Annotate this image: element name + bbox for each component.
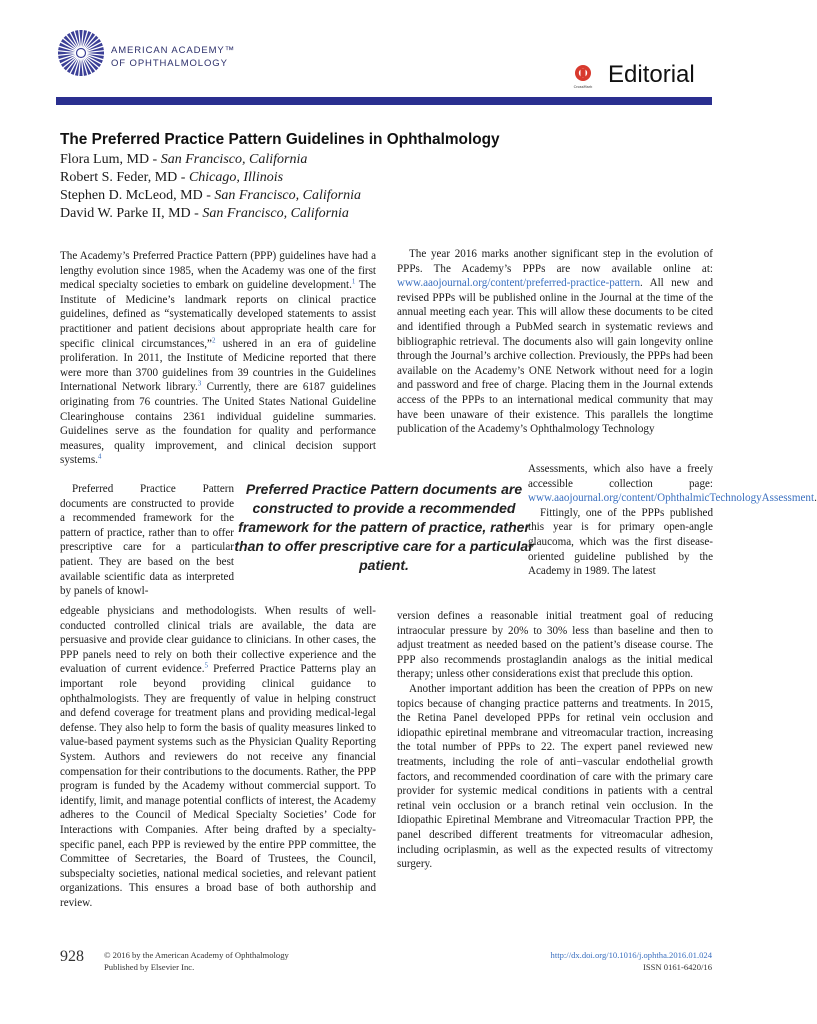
author-name: Flora Lum, MD - (60, 152, 161, 167)
body-paragraph-4 (397, 609, 713, 872)
author-1 (60, 151, 307, 169)
logo-petal (87, 51, 104, 54)
body-paragraph-3 (397, 247, 713, 437)
author-2 (60, 169, 283, 187)
body-text: Currently, there are 6187 guidelines originating from 76 countries. The United States National Guideline Clearinghouse contains 2361 individual guideline summaries. Guidelines serve as the foundation for quality and performance measures, quality improvement, and clinical decision support systems. (60, 381, 376, 467)
logo-petal (79, 30, 82, 47)
author-location: Chicago, Illinois (188, 170, 284, 185)
footer-copyright (104, 949, 289, 973)
footer-doi (512, 949, 712, 973)
author-location: San Francisco, California (202, 206, 349, 221)
ppp-link[interactable]: www.aaojournal.org/content/preferred-practice-pattern (397, 277, 641, 290)
author-name: David W. Parke II, MD - (60, 206, 203, 221)
copyright-text: © 2016 by the American Academy of Ophthalmology (104, 950, 289, 960)
body-text: . All new and revised PPPs will be published online in the Journal at the time of the annual meeting each year. This will allow these documents to be cited and identified through a PubMed search in systematic reviews and bibliographic retrieval. The documents also will gain longevity online through the Journal’s archive collection. Previously, the PPPs had been available on the Academy’s ONE Network without need for a login and password and free of charge. Placing them in the Journal extends access of the PPPs to an international medical community that may have been unaware of their existence. This parallels the longtime publication of the Academy’s Ophthalmology Technology (397, 277, 713, 436)
org-name-line2: OF OPHTHALMOLOGY (111, 58, 228, 69)
author-name: Robert S. Feder, MD - (60, 170, 189, 185)
body-text: ushered in an era of guideline proliferation. In 2011, the Institute of Medicine reported that there were more than 3700 guidelines from 39 countries in the Guidelines International Network library. (60, 337, 376, 394)
reference-2[interactable]: 2 (211, 335, 216, 344)
body-text: Another important addition has been the creation of PPPs on new topics because of changing practice patterns and treatments. In 2015, the Retina Panel developed PPPs for retinal vein occlusion and idiopathic epiretinal membrane and vitreomacular traction, increasing the total number of PPPs to 22. The expert panel reviewed new treatments, including the role of anti−vascular endothelial growth factors, and recommended coordination of care with the primary care provider for systemic medical conditions in patients with a central retinal vein occlusion or a branch retinal vein occlusion. In the Idiopathic Epiretinal Membrane and Vitreomacular Traction PPP, the panel described different treatments for vitreomacular adhesion, including ocriplasmin, as well as the expected results of vitrectomy surgery. (397, 682, 713, 871)
body-text: . (814, 492, 817, 505)
section-label: Editorial (608, 61, 695, 88)
org-name (111, 44, 235, 70)
reference-5[interactable]: 5 (204, 661, 208, 670)
body-paragraph-3-cont (528, 462, 817, 579)
body-text: version defines a reasonable initial treatment goal of reducing intraocular pressure by 20% to 30% less than baseline and then to adjust treatment as needed based on the patient’s disease course. The PPP also recommends prostaglandin analogs as the initial medical therapy; unless other considerations exist that preclude this option. (397, 610, 713, 681)
body-text: edgeable physicians and methodologists. When results of well-conducted controlled clinical trials are available, the data are persuasive and provide clear guidance to clinicians. In other cases, the PPP panels need to rely on both their collective experience and the evaluation of current evidence. (60, 605, 376, 676)
body-text: Fittingly, one of the PPPs published this year is for primary open-angle glaucoma, which was the first disease-oriented guideline published by the Academy in 1989. The latest (528, 506, 713, 578)
body-paragraph-1 (60, 249, 376, 468)
crossmark-label: CrossMark (573, 85, 593, 89)
pull-quote: Preferred Practice Pattern documents are constructed to provide a recommended framework for the pattern of practice, rather than to offer prescriptive care for a particular patient. (234, 481, 534, 573)
author-name: Stephen D. McLeod, MD - (60, 188, 215, 203)
author-3 (60, 187, 361, 205)
body-text: Assessments, which also have a freely accessible collection page: (528, 463, 713, 490)
body-paragraph-2-cont (60, 604, 376, 910)
reference-4[interactable]: 4 (97, 452, 102, 461)
page-number: 928 (60, 948, 84, 965)
article-title: The Preferred Practice Pattern Guidelines in Ophthalmology (60, 131, 500, 148)
issn-text: ISSN 0161-6420/16 (643, 962, 712, 972)
body-text: Preferred Practice Pattern documents are constructed to provide a recommended framework for the pattern of practice, rather than to offer prescriptive care for a particular patient. They are based on the best available scientific data as interpreted by panels of knowl- (60, 483, 234, 598)
author-location: San Francisco, California (214, 188, 361, 203)
reference-1[interactable]: 1 (351, 277, 356, 286)
reference-3[interactable]: 3 (197, 379, 202, 388)
ota-link[interactable]: www.aaojournal.org/content/OphthalmicTechnologyAssessment (528, 492, 815, 505)
body-paragraph-2-start (60, 482, 234, 599)
logo-petal (79, 59, 82, 76)
author-location: San Francisco, California (160, 152, 308, 167)
publisher-text: Published by Elsevier Inc. (104, 962, 195, 972)
org-name-line1: AMERICAN ACADEMY™ (111, 45, 236, 56)
logo-petal (58, 51, 75, 54)
body-text: The Academy’s Preferred Practice Pattern (PPP) guidelines have had a lengthy evolution since 1985, when the Academy was one of the first medical specialty societies to embark on guideline development. (60, 250, 376, 292)
body-text: Preferred Practice Patterns play an important role beyond providing clinical guidance to ophthalmologists. They are frequently of value in helping construct and defend coverage for treatment plans and providing medical-legal defense. They also help to form the basis of quality measures linked to value-based payment systems such as the Physician Quality Reporting System. Authors and reviewers do not receive any financial compensation for their contributions to the documents. Rather, the PPP program is funded by the Academy without commercial support. To identify, limit, and manage potential conflicts of interest, the Academy adheres to the Council of Medical Specialty Societies’ Code for Interactions with Companies. After being drafted by a specialty-specific panel, each PPP is reviewed by the entire PPP committee, the Committee of Secretaries, the Board of Trustees, the Council, subspecialty societies, national medical societies, and relevant patient organizations. This ensures a broad base of both authorship and review. (60, 663, 376, 909)
crossmark-icon[interactable] (573, 64, 593, 90)
aao-logo-icon (56, 28, 106, 78)
body-text: The Institute of Medicine’s landmark reports on clinical practice guidelines, defined as “systematically developed statements to assist practitioner and patient decisions about appropriate health care for specific clinical circumstances,” (60, 279, 376, 350)
header-rule (56, 97, 712, 105)
author-4 (60, 205, 349, 223)
doi-link[interactable]: http://dx.doi.org/10.1016/j.ophtha.2016.01.024 (550, 950, 712, 960)
body-text: The year 2016 marks another significant step in the evolution of PPPs. The Academy’s PPPs are now available online at: (397, 248, 713, 275)
